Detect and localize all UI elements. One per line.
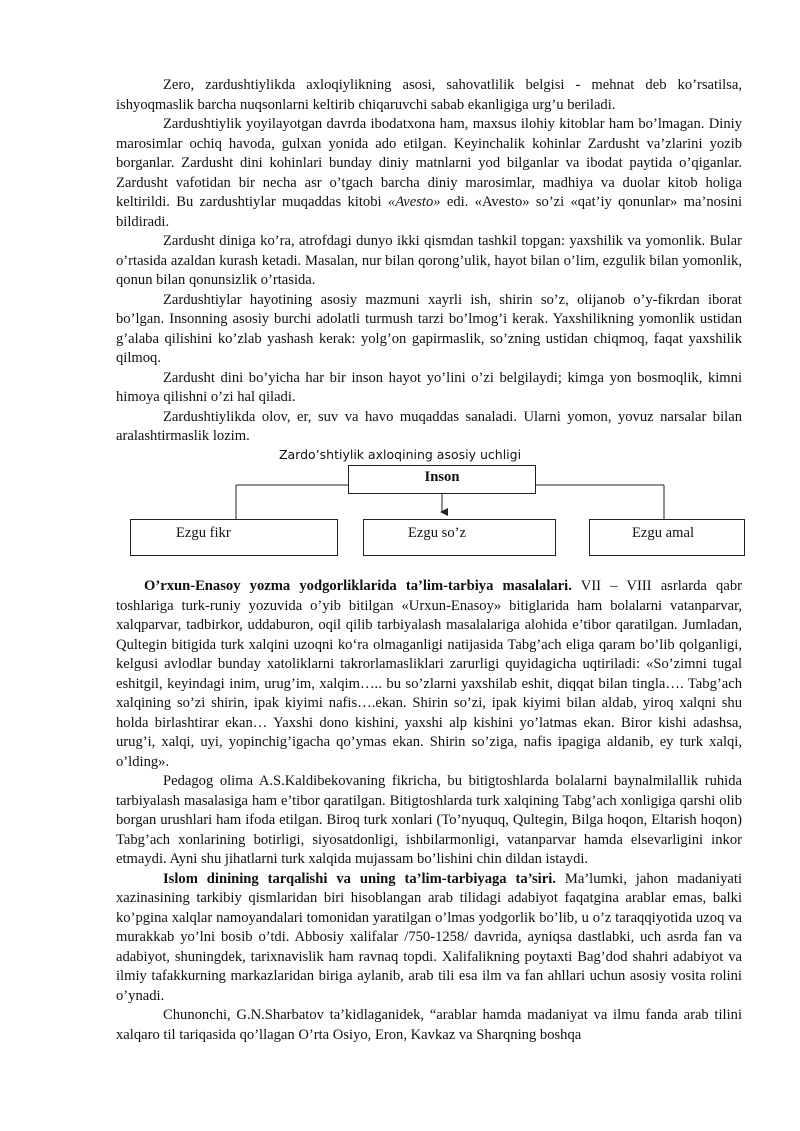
paragraph-text: VII – VIII asrlarda qabr toshlariga turk-runiy yozuvida o’yib bitilgan «Urxun-Enasoy» bitiglarida ham bolalarni vatanparvar, xalqparvar, tadbirkor, uddaburon, oqil qilib tarbiyalash masalalariga alohida e’tibor qaratilgan. Jumladan, Qultegin bitigida turk xalqini uzoqni ko‘ra olmaganligi natijasida Tabg’ach eliga qaram bo’lib qolganligi, kelgusi avlodlar bunday xatoliklarni takrorlamasliklari zarurligi quyidagicha uqtiriladi: «So’zimni tugal eshitgil, keyindagi inim, urug’im, xalqim….. bu so’zlarni yaxshilab eshit, diqqat bilan tingla…. Tabg’ach xalqining so’zi shirin, ipak kiyimi nafis….ekan. Shirin so’zi, ipak kiyimi bilan aldab, yiroq xalqni shu holda birlashtirar ekan… Yaxshi dono kishini, yaxshi alp kishini yo’latmas ekan. Biror kishi adashsa, urug’i, xalqi, uyi, yopinchig’igacha qo’ymas ekan. Shirin so’ziga, nafis ipagiga aldanib, ey turk xalqi, o’lding». <box>116 578 742 770</box>
paragraph-text: Ma’lumki, jahon madaniyati xazinasining tarkibiy qismlaridan biri hisoblangan arab tilidagi adabiyot faqatgina arablar emas, balki ko’pgina xalqlar namoyandalari tomonidan yaratilgan o’lmas yodgorlik bo’lib, u o’z taraqqiyotida uzoq va murakkab yo’lni bosib o’tdi. Abbosiy xalifalar /750-1258/ davrida, ayniqsa dastlabki, uch asrda fan va adabiyot, shuningdek, tarixnavislik ham ravnaq topdi. Xalifalikning poytaxti Bag’dod shahri adabiyot va ilmiy tafakkurning markazlaridan biriga aylanib, arab tili esa ilm va fan ahllari uchun asosiy vosita rolini o’ynadi. <box>116 870 742 1004</box>
node-ezgu-fikr <box>130 519 338 556</box>
paragraph <box>116 870 742 1007</box>
paragraph <box>116 115 742 232</box>
paragraph: Zardushtiylar hayotining asosiy mazmuni xayrli ish, shirin so’z, olijanob o’y-fikrdan iborat bo’lgan. Insonning asosiy burchi adolatli turmush tarzi bo’lmog’i kerak. Yaxshilikning yomonlik ustidan g’alaba qilishini ko’zlab yashash kerak: yolg’on gapirmaslik, so’zning ustidan chiqmoq, faqat yaxshilik qilmoq. <box>116 291 742 366</box>
paragraph: Pedagog olima A.S.Kaldibekovaning fikricha, bu bitigtoshlarda bolalarni baynalmilallik ruhida tarbiyalash masalasiga ham e’tibor qaratilgan. Bitigtoshlarda turk xalqining Tabg’ach xonligiga qarshi olib borgan urushlari ham ifoda etilgan. Biroq turk xonlari (To’nyuquq, Qultegin, Bilga hoqon, Eltarish hoqon) Tabg’ach xonlarining botirligi, siyosatdonligi, ishbilarmonligi, vatanparvar hamda elsevarligini inkor etmaydi. Ayni shu jihatlarni turk xalqida mujassam bo’lishini chin dildan istaydi. <box>116 773 742 867</box>
paragraph: Zardusht dini bo’yicha har bir inson hayot yo’lini o’zi belgilaydi; kimga yon bosmoqlik, kimni himoya qilishni o’zi hal qiladi. <box>116 369 742 405</box>
node-label: Ezgu so’z <box>408 525 466 541</box>
node-ezgu-amal <box>589 519 745 556</box>
paragraph-text: Zardushtiylik yoyilayotgan davrda ibodatxona ham, maxsus ilohiy kitoblar ham bo’lmagan. Diniy marosimlar ochiq havoda, gulxan yonida ado etilgan. Keyinchalik kohinlar Zardusht va’zlarini yozib borganlar. Zardusht dini kohinlari bunday diniy matnlarni yod bilganlar va ibodat paytida o’qiganlar. Zardusht vafotidan bir necha asr o’tgach barcha diniy marosimlar, madhiya va duolar kitob holiga keltirildi. Bu zardushtiylar muqaddas kitobi <box>116 116 742 210</box>
section-heading: O’rxun-Enasoy yozma yodgorliklarida ta’lim-tarbiya masalalari. <box>144 578 572 594</box>
avesto-title: «Avesto» <box>387 194 441 210</box>
paragraph: Zero, zardushtiylikda axloqiylikning asosi, sahovatlilik belgisi - mehnat deb ko’rsatilsa, ishyoqmaslik barcha nuqsonlarni keltirib chiqaruvchi sabab ekanligiga urg’u beriladi. <box>116 77 742 113</box>
node-ezgu-soz <box>363 519 556 556</box>
triad-diagram <box>0 440 800 570</box>
node-inson: Inson <box>348 465 536 494</box>
node-label: Ezgu amal <box>632 525 694 541</box>
node-label: Ezgu fikr <box>176 525 231 541</box>
paragraph: Zardusht diniga ko’ra, atrofdagi dunyo ikki qismdan tashkil topgan: yaxshilik va yomonlik. Bular o’rtasida azaldan kurash ketadi. Masalan, nur bilan qorong’ulik, hayot bilan o’lim, ezgulik bilan yomonlik, qonun bilan qonunsizlik o’rtasida. <box>116 233 742 288</box>
paragraph <box>116 577 742 772</box>
paragraph-text: edi. «Avesto» so’zi «qat’iy qonunlar» ma’nosini bildiradi. <box>116 194 742 230</box>
main-text <box>116 577 742 1045</box>
intro-text <box>116 76 742 447</box>
diagram-title: Zardo’shtiylik axloqining asosiy uchligi <box>278 447 522 462</box>
paragraph: Zardushtiylikda olov, er, suv va havo muqaddas sanaladi. Ularni yomon, yovuz narsalar bilan aralashtirmaslik lozim. <box>116 408 742 444</box>
paragraph: Chunonchi, G.N.Sharbatov ta’kidlaganidek, “arablar hamda madaniyat va ilmu fanda arab tilini xalqaro til tariqasida qo’llagan O’rta Osiyo, Eron, Kavkaz va Sharqning boshqa <box>116 1007 742 1043</box>
section-heading: Islom dinining tarqalishi va uning ta’lim-tarbiyaga ta’siri. <box>163 870 556 887</box>
